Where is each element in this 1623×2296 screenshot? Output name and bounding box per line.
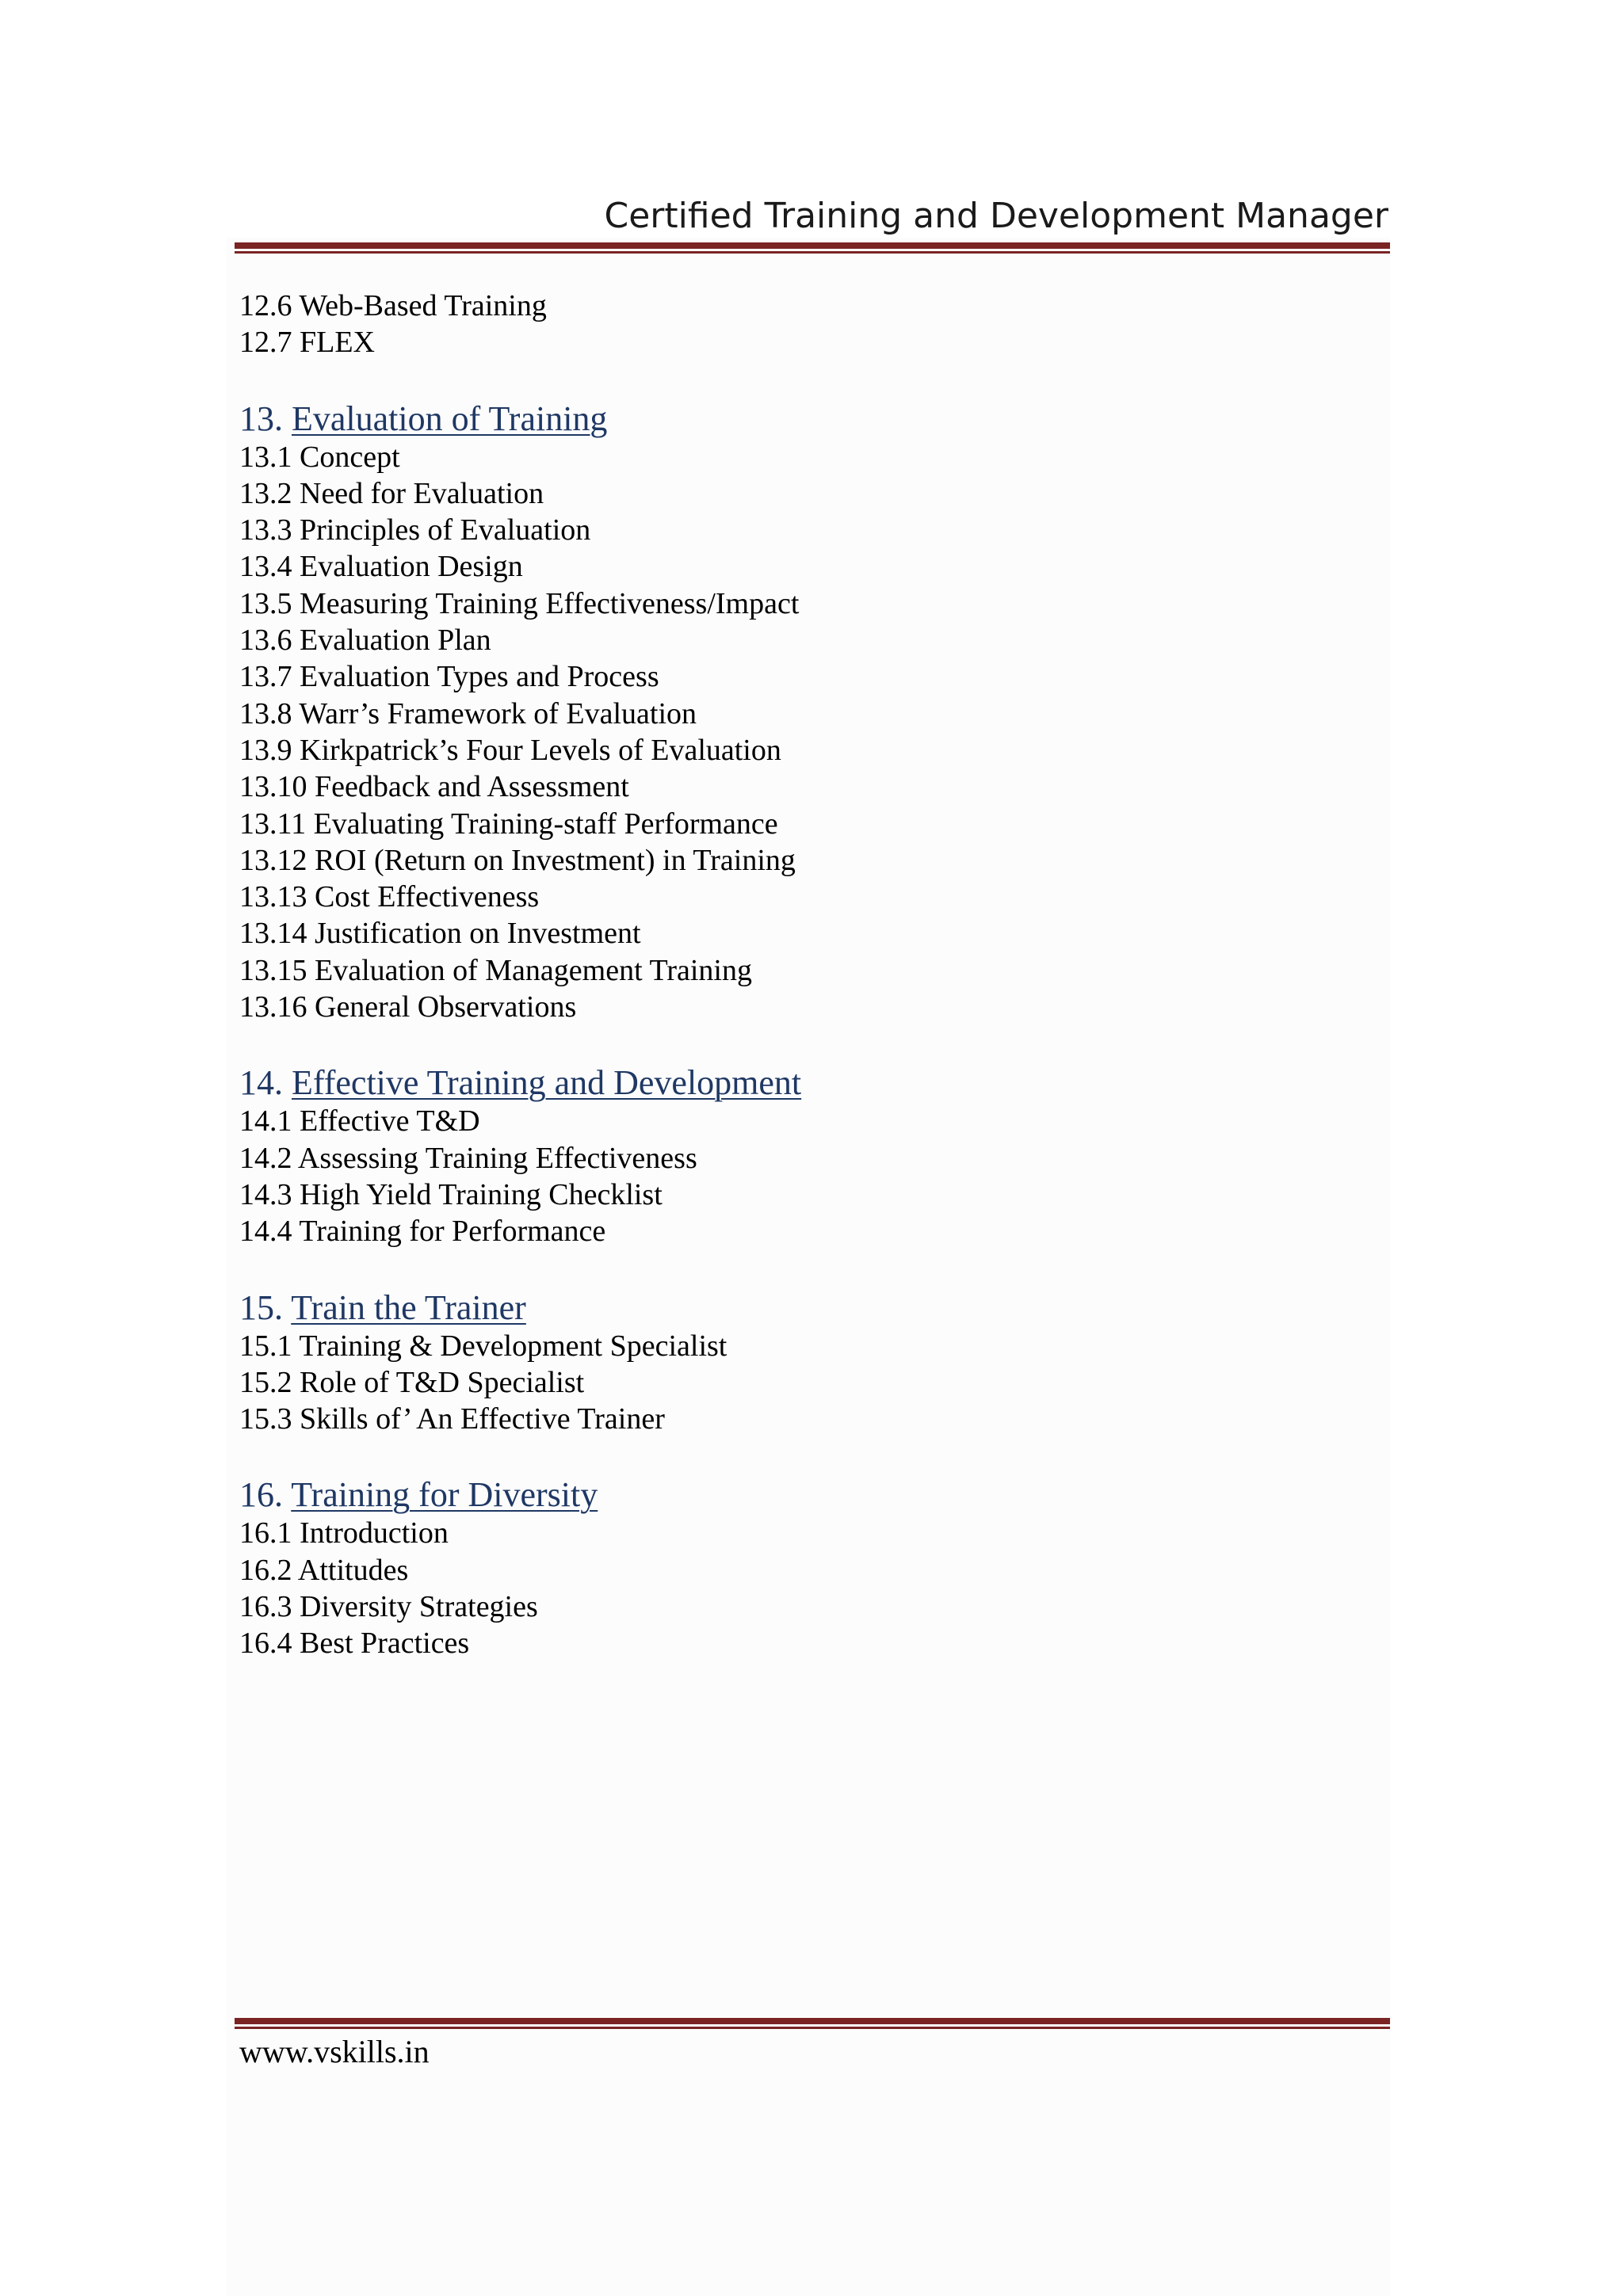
toc-item: 13.6 Evaluation Plan: [239, 624, 491, 658]
toc-item: 13.1 Concept: [239, 440, 400, 474]
toc-item: 16.4 Best Practices: [239, 1627, 470, 1661]
section-title-link[interactable]: Train the Trainer: [291, 1287, 526, 1327]
toc-item: 15.2 Role of T&D Specialist: [239, 1365, 585, 1399]
toc-item: 13.13 Cost Effectiveness: [239, 880, 540, 914]
section-title-link[interactable]: Effective Training and Development: [292, 1063, 802, 1103]
toc-item: 14.2 Assessing Training Effectiveness: [239, 1141, 697, 1175]
page-header-title: Certified Training and Development Manager: [604, 196, 1388, 236]
section-number: 16.: [239, 1475, 283, 1515]
toc-item: 15.3 Skills of’ An Effective Trainer: [239, 1402, 665, 1436]
footer-website-link[interactable]: www.vskills.in: [239, 2034, 430, 2069]
toc-item: 13.14 Justification on Investment: [239, 917, 641, 951]
toc-item: 14.3 High Yield Training Checklist: [239, 1177, 663, 1211]
section-heading-13[interactable]: [239, 399, 1349, 439]
toc-item: 13.3 Principles of Evaluation: [239, 513, 591, 547]
footer-divider: [235, 2018, 1390, 2029]
toc-item: 13.10 Feedback and Assessment: [239, 770, 629, 804]
section-number: 15.: [239, 1287, 283, 1327]
toc-item: 14.4 Training for Performance: [239, 1215, 606, 1249]
toc-item: 15.1 Training & Development Specialist: [239, 1329, 727, 1363]
toc-item: 13.7 Evaluation Types and Process: [239, 660, 659, 694]
toc-item: 12.6 Web-Based Training: [239, 289, 547, 322]
toc-item: 13.15 Evaluation of Management Training: [239, 953, 752, 987]
section-heading-16[interactable]: [239, 1475, 1349, 1515]
section-number: 14.: [239, 1063, 283, 1103]
section-heading-14[interactable]: [239, 1063, 1349, 1103]
toc-item: 13.11 Evaluating Training-staff Performance: [239, 807, 778, 841]
section-title-link[interactable]: Evaluation of Training: [292, 399, 608, 438]
toc-item: 13.16 General Observations: [239, 990, 577, 1024]
toc-item: 12.7 FLEX: [239, 326, 375, 360]
toc-item: 13.5 Measuring Training Effectiveness/Impact: [239, 586, 800, 620]
toc-item: 13.9 Kirkpatrick’s Four Levels of Evaluation: [239, 733, 781, 767]
toc-item: 13.2 Need for Evaluation: [239, 476, 544, 510]
section-heading-15[interactable]: [239, 1288, 1349, 1328]
toc-item: 13.4 Evaluation Design: [239, 550, 523, 584]
section-title-link[interactable]: Training for Diversity: [291, 1475, 598, 1515]
section-number: 13.: [239, 399, 283, 438]
toc-item: 13.8 Warr’s Framework of Evaluation: [239, 696, 697, 730]
header-divider: [235, 242, 1390, 254]
toc-item: 16.1 Introduction: [239, 1516, 449, 1550]
toc-item: 16.2 Attitudes: [239, 1553, 409, 1587]
toc-item: 14.1 Effective T&D: [239, 1104, 480, 1138]
toc-item: 16.3 Diversity Strategies: [239, 1590, 538, 1624]
toc-item: 13.12 ROI (Return on Investment) in Training: [239, 843, 796, 877]
table-of-contents: [239, 288, 1349, 1662]
